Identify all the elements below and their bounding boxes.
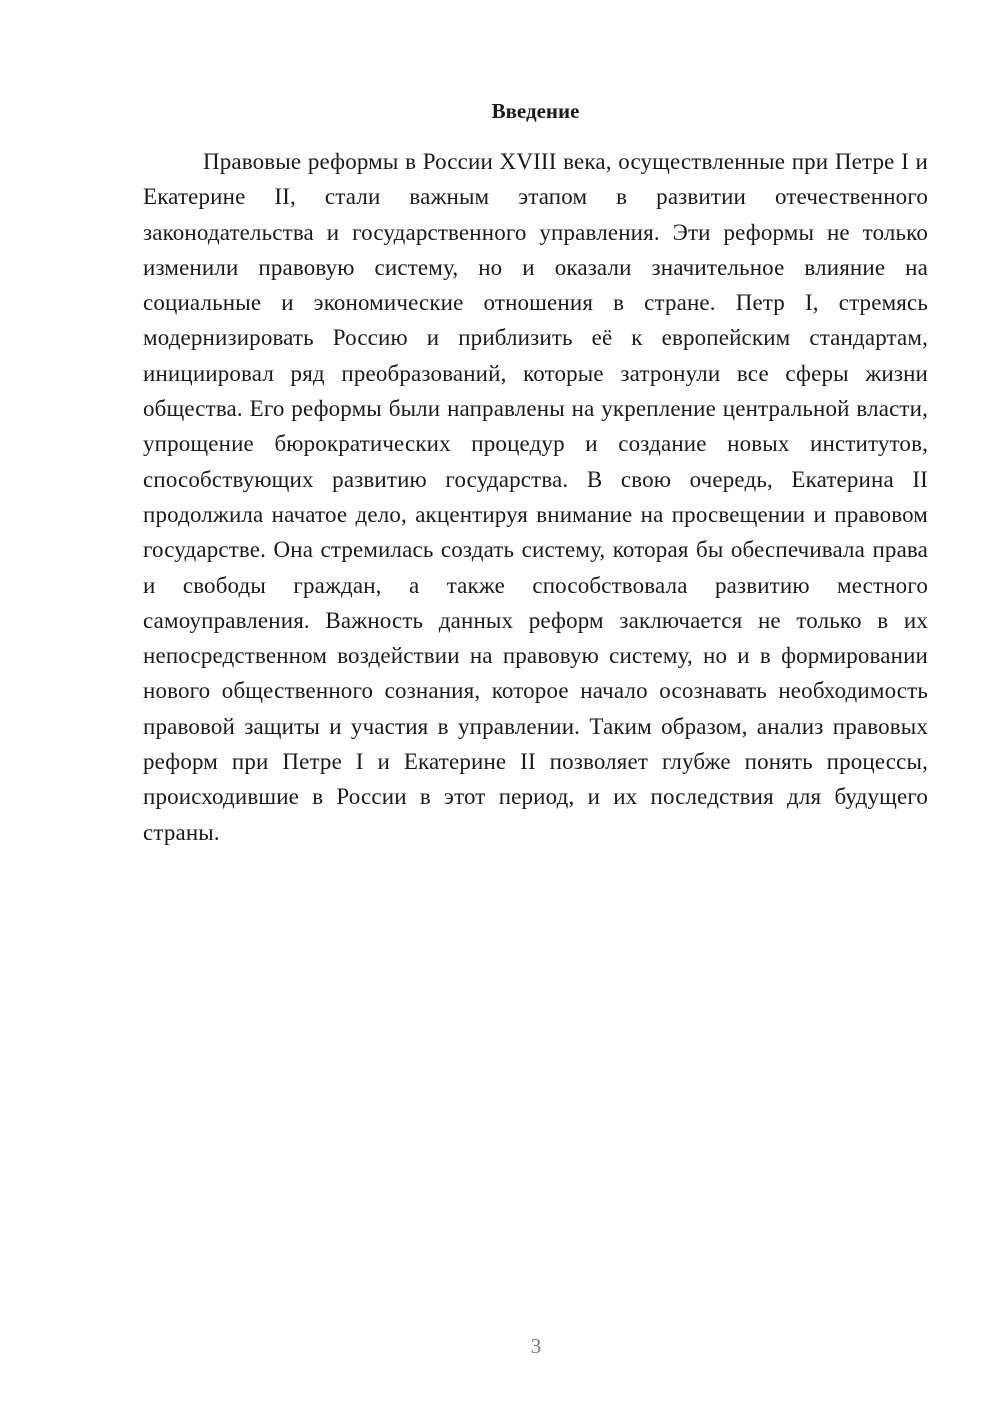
- body-paragraph: Правовые реформы в России XVIII века, осуществленные при Петре I и Екатерине II, стали важным этапом в развитии отечественного законодательства и государственного управления. Эти реформы не только изменили правовую систему, но и оказали значительное влияние на социальные и экономические отношения в стране. Петр I, стремясь модернизировать Россию и приблизить её к европейским стандартам, инициировал ряд преобразований, которые затронули все сферы жизни общества. Его реформы были направлены на укрепление центральной власти, упрощение бюрократических процедур и создание новых институтов, способствующих развитию государства. В свою очередь, Екатерина II продолжила начатое дело, акцентируя внимание на просвещении и правовом государстве. Она стремилась создать систему, которая бы обеспечивала права и свободы граждан, а также способствовала развитию местного самоуправления. Важность данных реформ заключается не только в их непосредственном воздействии на правовую систему, но и в формировании нового общественного сознания, которое начало осознавать необходимость правовой защиты и участия в управлении. Таким образом, анализ правовых реформ при Петре I и Екатерине II позволяет глубже понять процессы, происходившие в России в этот период, и их последствия для будущего страны.: [143, 149, 928, 845]
- page-number: 3: [530, 1334, 542, 1358]
- section-heading: Введение: [491, 99, 580, 123]
